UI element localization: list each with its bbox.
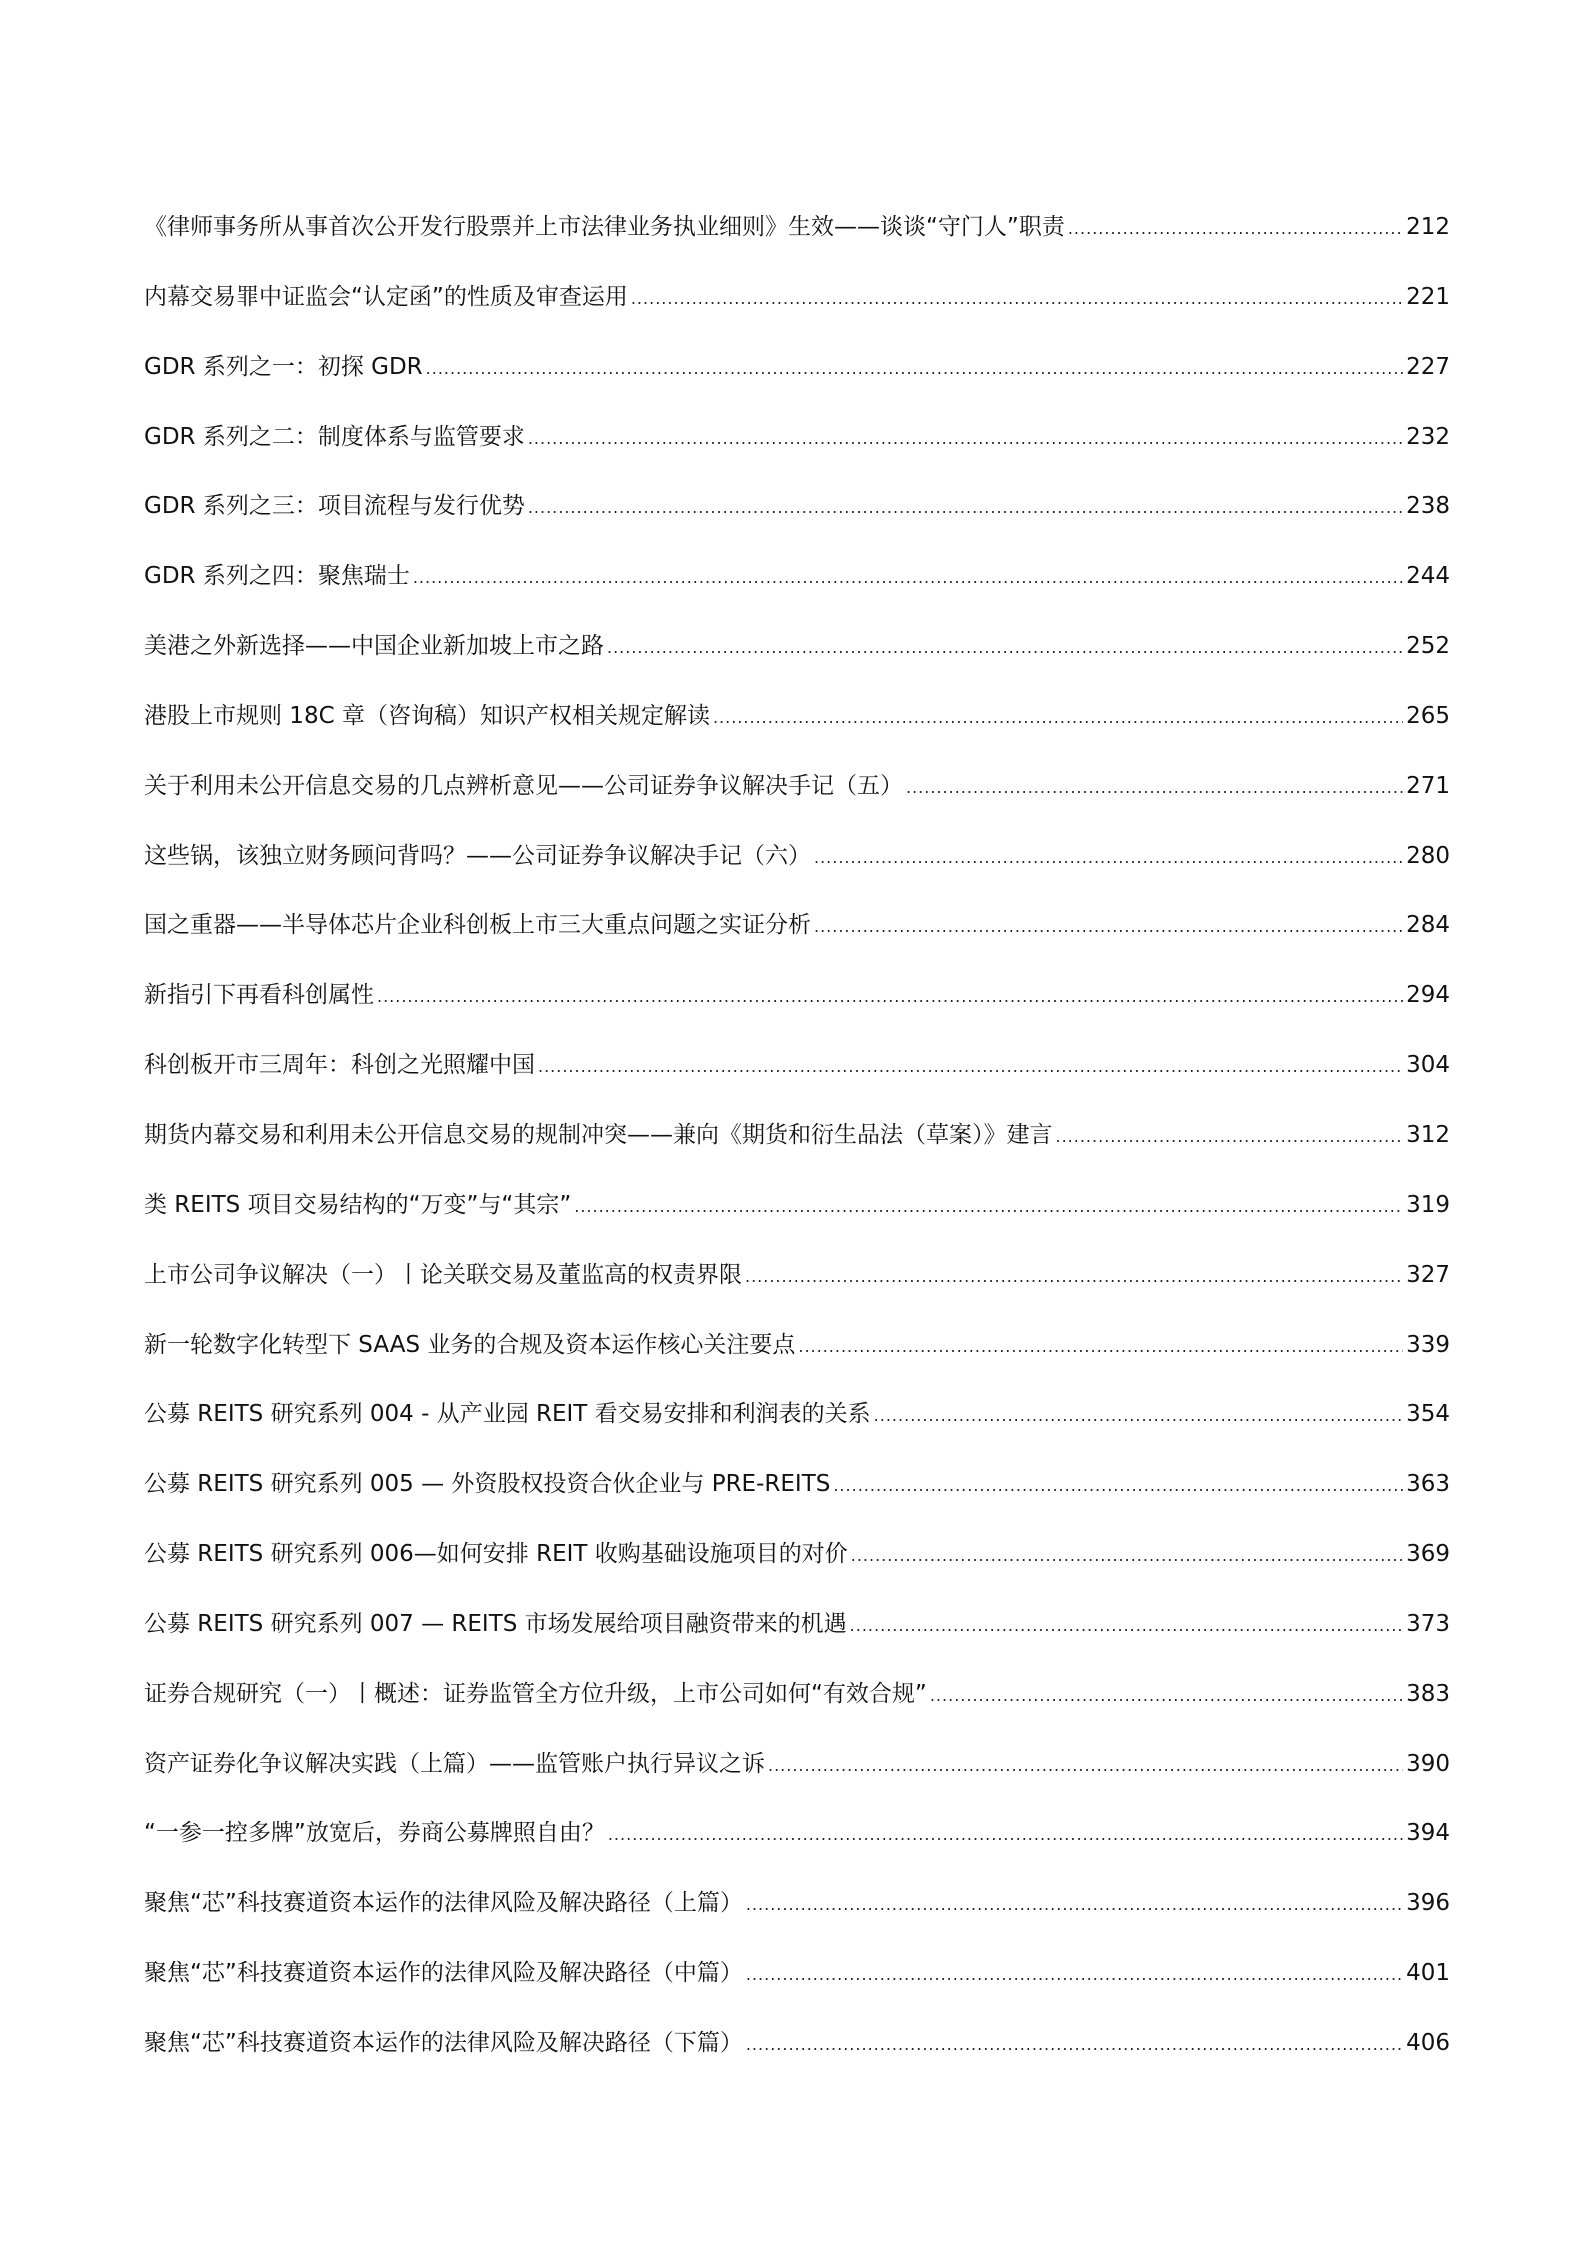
toc-entry-title: “一参一控多牌”放宽后，券商公募牌照自由？ xyxy=(144,1820,605,1847)
toc-entry[interactable] xyxy=(144,1256,1450,1326)
toc-entry-page: 227 xyxy=(1406,353,1450,380)
toc-entry-page: 238 xyxy=(1406,493,1450,520)
toc-entry[interactable] xyxy=(144,1186,1450,1256)
toc-entry[interactable] xyxy=(144,1046,1450,1116)
toc-entry-page: 363 xyxy=(1406,1471,1450,1498)
toc-entry-page: 280 xyxy=(1406,842,1450,869)
dot-leader xyxy=(413,559,1403,597)
toc-entry-title: 新指引下再看科创属性 xyxy=(144,982,374,1009)
dot-leader xyxy=(746,1956,1403,1994)
toc-entry-title: 证券合规研究（一）丨概述：证券监管全方位升级，上市公司如何“有效合规” xyxy=(144,1680,927,1707)
toc-entry-title: 美港之外新选择——中国企业新加坡上市之路 xyxy=(144,633,604,660)
toc-entry-page: 406 xyxy=(1406,2029,1450,2056)
toc-entry-title: GDR 系列之三：项目流程与发行优势 xyxy=(144,493,525,520)
dot-leader xyxy=(745,1258,1403,1296)
toc-entry[interactable] xyxy=(144,2024,1450,2094)
dot-leader xyxy=(746,2026,1403,2064)
toc-entry-title: 类 REITS 项目交易结构的“万变”与“其宗” xyxy=(144,1191,572,1218)
dot-leader xyxy=(377,978,1403,1016)
table-of-contents xyxy=(144,208,1450,2094)
toc-entry-title: 内幕交易罪中证监会“认定函”的性质及审查运用 xyxy=(144,283,628,310)
toc-entry-title: 科创板开市三周年：科创之光照耀中国 xyxy=(144,1052,535,1079)
toc-entry-page: 383 xyxy=(1406,1680,1450,1707)
toc-entry-page: 284 xyxy=(1406,912,1450,939)
dot-leader xyxy=(631,280,1403,318)
dot-leader xyxy=(528,420,1403,458)
toc-entry-page: 390 xyxy=(1406,1750,1450,1777)
toc-entry[interactable] xyxy=(144,906,1450,976)
toc-entry-title: 聚焦“芯”科技赛道资本运作的法律风险及解决路径（中篇） xyxy=(144,1960,743,1987)
toc-entry[interactable] xyxy=(144,1535,1450,1605)
toc-entry[interactable] xyxy=(144,1116,1450,1186)
dot-leader xyxy=(528,489,1403,527)
toc-entry-title: 这些锅，该独立财务顾问背吗？——公司证券争议解决手记（六） xyxy=(144,842,811,869)
toc-entry[interactable] xyxy=(144,208,1450,278)
toc-entry-title: GDR 系列之二：制度体系与监管要求 xyxy=(144,423,525,450)
toc-entry[interactable] xyxy=(144,278,1450,348)
toc-entry-page: 252 xyxy=(1406,633,1450,660)
toc-entry-title: 资产证券化争议解决实践（上篇）——监管账户执行异议之诉 xyxy=(144,1750,765,1777)
toc-entry[interactable] xyxy=(144,1745,1450,1815)
dot-leader xyxy=(906,769,1403,807)
toc-entry-title: 港股上市规则 18C 章（咨询稿）知识产权相关规定解读 xyxy=(144,702,710,729)
toc-entry-page: 294 xyxy=(1406,982,1450,1009)
toc-entry-page: 373 xyxy=(1406,1610,1450,1637)
toc-entry[interactable] xyxy=(144,557,1450,627)
toc-entry-page: 244 xyxy=(1406,563,1450,590)
dot-leader xyxy=(851,1537,1403,1575)
toc-entry-page: 232 xyxy=(1406,423,1450,450)
toc-entry-title: 公募 REITS 研究系列 004 - 从产业园 REIT 看交易安排和利润表的关系 xyxy=(144,1401,871,1428)
toc-entry[interactable] xyxy=(144,1326,1450,1396)
toc-entry-page: 304 xyxy=(1406,1052,1450,1079)
dot-leader xyxy=(814,839,1403,877)
dot-leader xyxy=(768,1747,1403,1785)
dot-leader xyxy=(538,1048,1403,1086)
toc-entry-title: 公募 REITS 研究系列 005 — 外资股权投资合伙企业与 PRE-REITS xyxy=(144,1471,831,1498)
toc-entry[interactable] xyxy=(144,1884,1450,1954)
toc-entry[interactable] xyxy=(144,1954,1450,2024)
toc-entry-page: 312 xyxy=(1406,1121,1450,1148)
toc-entry-page: 339 xyxy=(1406,1331,1450,1358)
toc-entry[interactable] xyxy=(144,1605,1450,1675)
toc-entry[interactable] xyxy=(144,837,1450,907)
toc-entry-page: 394 xyxy=(1406,1820,1450,1847)
toc-entry-page: 319 xyxy=(1406,1191,1450,1218)
dot-leader xyxy=(1068,210,1403,248)
dot-leader xyxy=(713,699,1403,737)
toc-entry-page: 369 xyxy=(1406,1541,1450,1568)
toc-entry[interactable] xyxy=(144,487,1450,557)
dot-leader xyxy=(746,1886,1403,1924)
dot-leader xyxy=(850,1607,1403,1645)
toc-entry-page: 396 xyxy=(1406,1890,1450,1917)
toc-entry-title: GDR 系列之一：初探 GDR xyxy=(144,353,423,380)
toc-entry-page: 354 xyxy=(1406,1401,1450,1428)
toc-entry-page: 327 xyxy=(1406,1261,1450,1288)
dot-leader xyxy=(930,1677,1403,1715)
toc-entry-page: 212 xyxy=(1406,214,1450,240)
toc-entry[interactable] xyxy=(144,767,1450,837)
toc-entry[interactable] xyxy=(144,1395,1450,1465)
toc-entry-title: 聚焦“芯”科技赛道资本运作的法律风险及解决路径（下篇） xyxy=(144,2029,743,2056)
dot-leader xyxy=(814,908,1403,946)
dot-leader xyxy=(608,1816,1403,1854)
toc-entry-page: 401 xyxy=(1406,1960,1450,1987)
toc-entry-title: 国之重器——半导体芯片企业科创板上市三大重点问题之实证分析 xyxy=(144,912,811,939)
toc-entry[interactable] xyxy=(144,697,1450,767)
toc-entry[interactable] xyxy=(144,627,1450,697)
toc-entry-title: 《律师事务所从事首次公开发行股票并上市法律业务执业细则》生效——谈谈“守门人”职责 xyxy=(144,214,1065,240)
dot-leader xyxy=(798,1328,1403,1366)
toc-entry-title: 公募 REITS 研究系列 006—如何安排 REIT 收购基础设施项目的对价 xyxy=(144,1541,848,1568)
toc-entry-page: 221 xyxy=(1406,283,1450,310)
dot-leader xyxy=(833,1467,1403,1505)
toc-entry[interactable] xyxy=(144,1465,1450,1535)
toc-entry-title: 聚焦“芯”科技赛道资本运作的法律风险及解决路径（上篇） xyxy=(144,1890,743,1917)
toc-entry-title: 公募 REITS 研究系列 007 — REITS 市场发展给项目融资带来的机遇 xyxy=(144,1610,847,1637)
dot-leader xyxy=(607,629,1403,667)
toc-entry[interactable] xyxy=(144,348,1450,418)
toc-entry-title: 新一轮数字化转型下 SAAS 业务的合规及资本运作核心关注要点 xyxy=(144,1331,796,1358)
toc-entry-title: 关于利用未公开信息交易的几点辨析意见——公司证券争议解决手记（五） xyxy=(144,772,903,799)
toc-entry[interactable] xyxy=(144,976,1450,1046)
toc-entry[interactable] xyxy=(144,418,1450,488)
toc-entry[interactable] xyxy=(144,1814,1450,1884)
toc-entry-title: 上市公司争议解决（一）丨论关联交易及董监高的权责界限 xyxy=(144,1261,742,1288)
toc-entry-title: GDR 系列之四：聚焦瑞士 xyxy=(144,563,410,590)
toc-entry-title: 期货内幕交易和利用未公开信息交易的规制冲突——兼向《期货和衍生品法（草案）》建言 xyxy=(144,1121,1053,1148)
toc-entry-page: 271 xyxy=(1406,772,1450,799)
dot-leader xyxy=(426,350,1403,388)
dot-leader xyxy=(574,1188,1403,1226)
toc-entry[interactable] xyxy=(144,1675,1450,1745)
dot-leader xyxy=(874,1397,1403,1435)
dot-leader xyxy=(1056,1118,1404,1156)
toc-entry-page: 265 xyxy=(1406,702,1450,729)
